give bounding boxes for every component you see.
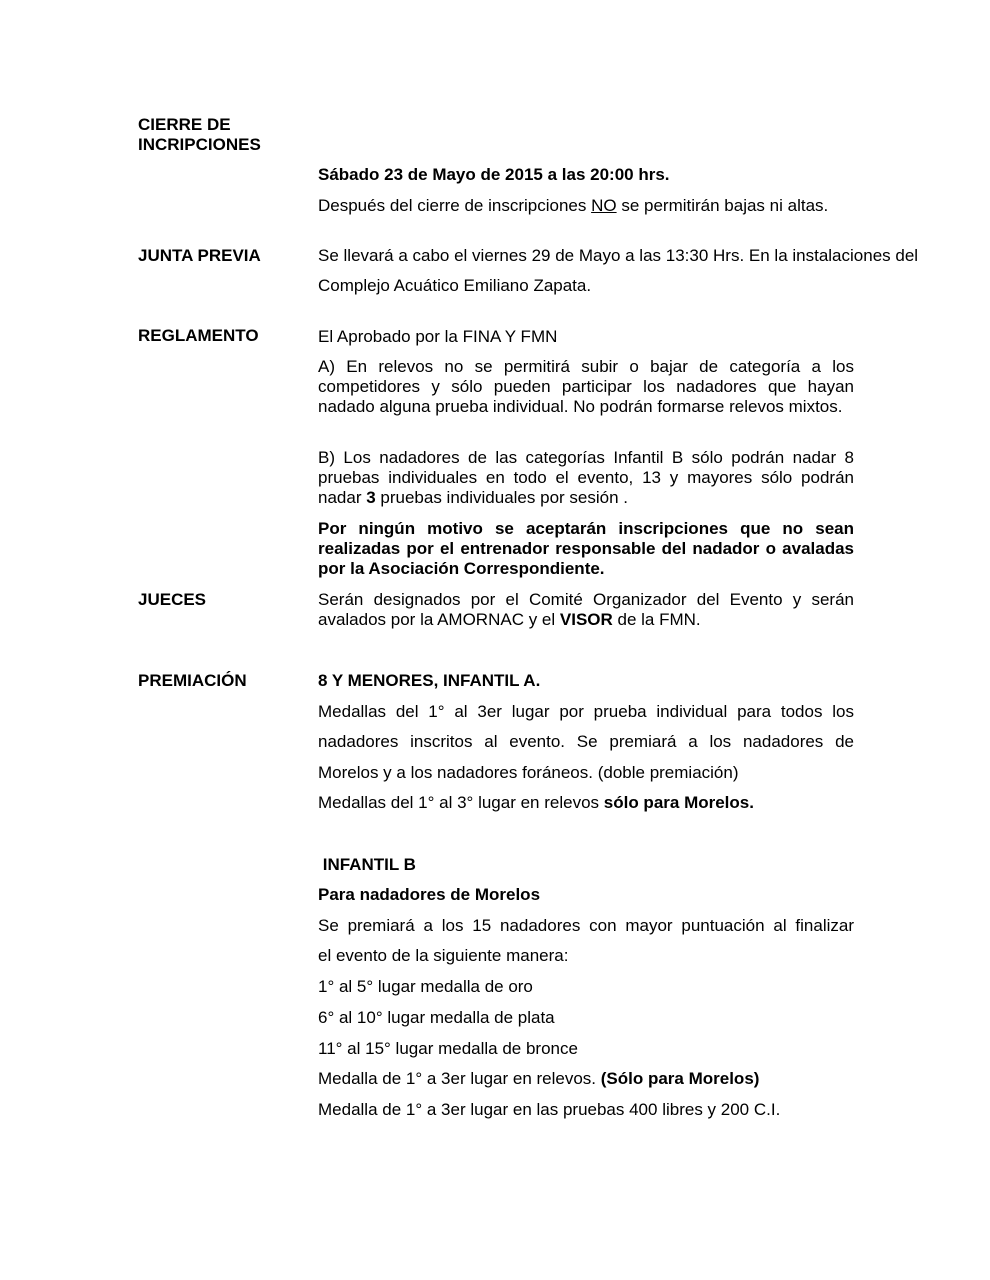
premiacion-cat1-title: 8 Y MENORES, INFANTIL A. <box>318 671 541 690</box>
premiacion-cat1-line-2: nadadores inscritos al evento. Se premiará a los nadadores de <box>318 732 854 751</box>
reglamento-aviso: Por ningún motivo se aceptarán inscripciones que no sean realizadas por el entrenador responsable del nadador o avaladas por la Asociación Correspondiente. <box>318 519 854 578</box>
junta-line-2: Complejo Acuático Emiliano Zapata. <box>318 276 592 295</box>
label-line: CIERRE DE <box>138 115 231 134</box>
section-label-cierre <box>138 115 308 155</box>
premiacion-cat2-title: INFANTIL B <box>318 855 416 874</box>
text-run: Medalla de 1° a 3er lugar en relevos. <box>318 1069 601 1088</box>
premiacion-cat2-line-2: el evento de la siguiente manera: <box>318 946 569 965</box>
premiacion-cat1-line-3: Morelos y a los nadadores foráneos. (doble premiación) <box>318 763 739 782</box>
emphasis-no: NO <box>591 196 617 215</box>
jueces-text <box>318 590 854 630</box>
text-run-bold: 3 <box>366 488 376 507</box>
text-run: Serán designados por el Comité Organizador del Evento y serán avalados por la AMORNAC y el <box>318 590 854 629</box>
text-run-bold: (Sólo para Morelos) <box>600 1069 760 1088</box>
text-run: Medallas del 1° al 3° lugar en relevos <box>318 793 604 812</box>
cierre-fecha: Sábado 23 de Mayo de 2015 a las 20:00 hrs. <box>318 165 670 184</box>
reglamento-inciso-a: A) En relevos no se permitirá subir o bajar de categoría a los competidores y sólo pueden participar los nadadores que hayan nadado alguna prueba individual. No podrán formarse relevos mixtos. <box>318 357 854 416</box>
reglamento-intro: El Aprobado por la FINA Y FMN <box>318 327 558 346</box>
premiacion-cat2-oro: 1° al 5° lugar medalla de oro <box>318 977 533 996</box>
section-label-junta: JUNTA PREVIA <box>138 246 261 265</box>
text-run-bold: VISOR <box>559 610 613 629</box>
premiacion-cat2-plata: 6° al 10° lugar medalla de plata <box>318 1008 555 1027</box>
premiacion-cat2-relevos <box>318 1069 854 1089</box>
reglamento-inciso-b <box>318 448 854 508</box>
premiacion-cat2-pruebas: Medalla de 1° a 3er lugar en las pruebas 400 libres y 200 C.I. <box>318 1100 781 1119</box>
premiacion-cat2-bronce: 11° al 15° lugar medalla de bronce <box>318 1039 578 1058</box>
junta-line-1: Se llevará a cabo el viernes 29 de Mayo a las 13:30 Hrs. En la instalaciones del <box>318 246 919 265</box>
text-run: de la FMN. <box>612 610 701 629</box>
label-line: INCRIPCIONES <box>138 135 261 154</box>
premiacion-cat2-line-1: Se premiará a los 15 nadadores con mayor puntuación al finalizar <box>318 916 854 935</box>
section-label-jueces: JUECES <box>138 590 207 609</box>
text-run: se permitirán bajas ni altas. <box>616 196 829 215</box>
section-label-reglamento: REGLAMENTO <box>138 326 259 345</box>
text-run: Después del cierre de inscripciones <box>318 196 592 215</box>
section-label-premiacion: PREMIACIÓN <box>138 671 247 690</box>
premiacion-cat1-relevos <box>318 793 854 813</box>
cierre-nota <box>318 196 854 216</box>
text-run: B) Los nadadores de las categorías Infantil B sólo podrán nadar 8 pruebas individuales en todo el evento, 13 y mayores sólo podrán nadar <box>318 448 854 507</box>
text-run-bold: sólo para Morelos. <box>603 793 754 812</box>
premiacion-cat1-line-1: Medallas del 1° al 3er lugar por prueba individual para todos los <box>318 702 854 721</box>
text-run: pruebas individuales por sesión . <box>375 488 628 507</box>
premiacion-cat2-subtitle: Para nadadores de Morelos <box>318 885 541 904</box>
